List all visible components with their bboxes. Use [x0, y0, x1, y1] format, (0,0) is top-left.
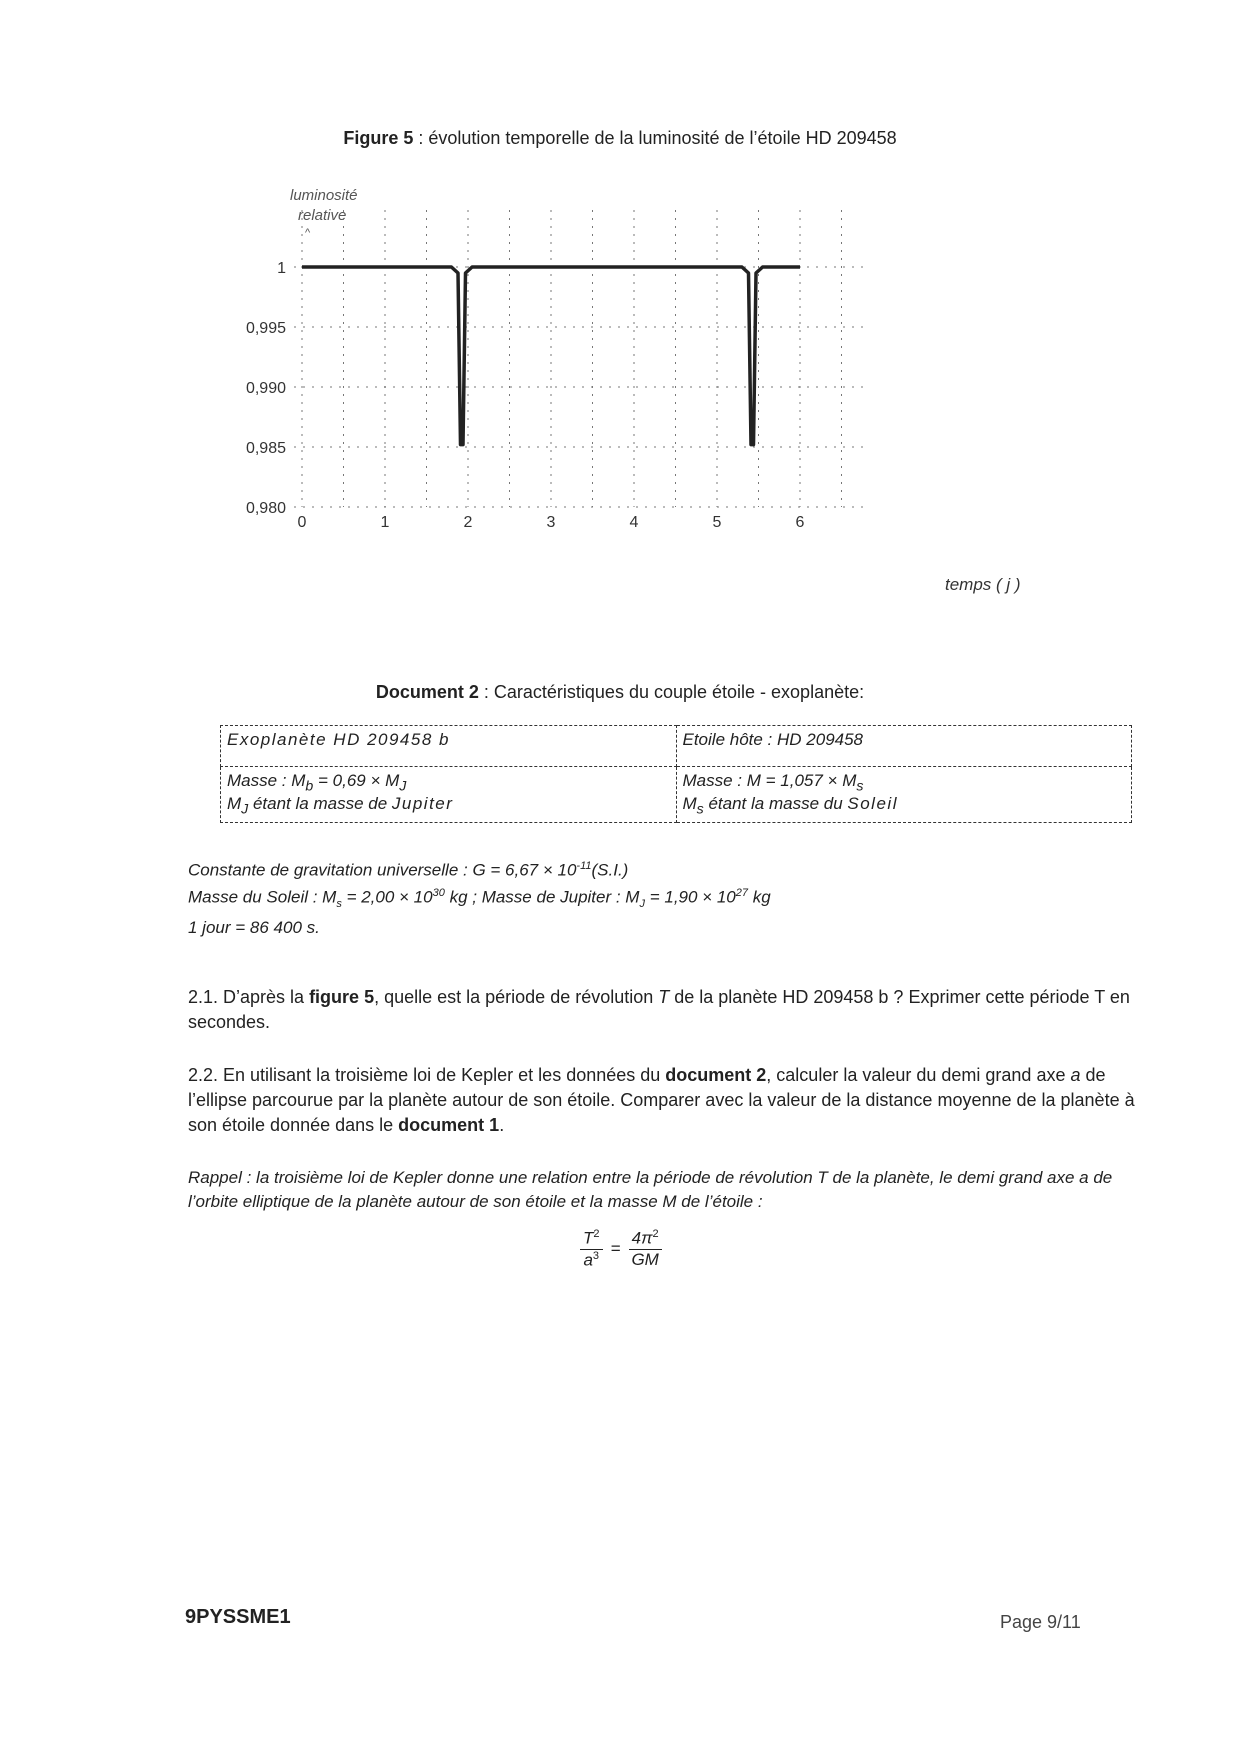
y-tick-labels	[246, 260, 286, 517]
jup-unit: kg	[747, 887, 771, 907]
x-tick-label: 1	[380, 514, 390, 531]
star-mass-note: M	[682, 794, 697, 814]
gravitation-constant	[188, 855, 1138, 882]
formula-right-fraction	[628, 1228, 661, 1270]
constants-block	[188, 855, 1138, 939]
formula-pi-exp: 2	[652, 1228, 659, 1241]
characteristics-table	[220, 725, 1132, 823]
sun-unit: kg ; Masse de Jupiter : M	[444, 887, 640, 907]
sun-value: = 2,00 × 10	[341, 887, 433, 907]
formula-a-exp: 3	[592, 1249, 600, 1262]
x-tick-label: 3	[546, 514, 556, 531]
y-tick-label: 0,990	[245, 380, 286, 397]
q2-text-a: 2.2. En utilisant la troisième loi de Kepler et les données du	[188, 1065, 666, 1085]
g-exp: -11	[576, 860, 592, 872]
q1-text-c: , quelle est la période de révolution	[374, 987, 659, 1007]
y-tick-label: 0,980	[245, 500, 286, 517]
x-tick-label: 4	[629, 514, 639, 531]
sun-sub: s	[336, 897, 342, 910]
formula-t-exp: 2	[593, 1228, 600, 1240]
planet-mass-note-sub: J	[241, 801, 249, 818]
g-unit: (S.I.)	[591, 860, 629, 880]
g-text: Constante de gravitation universelle : G = 6,67 × 10	[188, 860, 577, 880]
kepler-formula	[580, 1228, 662, 1270]
y-tick-label: 1	[277, 260, 286, 277]
masses-line	[188, 882, 1138, 916]
luminosity-chart	[245, 180, 1021, 610]
formula-4pi: 4π	[631, 1228, 653, 1248]
sun-prefix: Masse du Soleil : M	[188, 887, 337, 907]
formula-equals: =	[610, 1239, 621, 1259]
y-axis-arrow: ^	[305, 227, 311, 239]
planet-mass-cell	[221, 767, 677, 823]
planet-mass-prefix: Masse : M	[227, 771, 306, 790]
q1-figure-ref: figure 5	[309, 987, 375, 1007]
x-axis-label: temps ( j )	[945, 575, 1021, 594]
formula-a: a	[583, 1250, 593, 1270]
document2-label: Document 2	[375, 682, 479, 702]
q2-text-d: de l’ellipse parcourue par la planète autour de son étoile. Comparer avec la valeur de la distance moyenne de la planète à son étoile donnée dans le	[188, 1065, 1135, 1135]
planet-mass-unit-sub: J	[399, 778, 407, 795]
planet-mass-note-text: étant la masse de	[248, 794, 392, 814]
q2-var-a: a	[1070, 1065, 1081, 1085]
planet-name: Exoplanète HD 209458 b	[227, 730, 450, 749]
planet-mass-value: = 0,69 × M	[313, 771, 400, 790]
page-number: Page 9/11	[1000, 1612, 1081, 1632]
x-tick-labels	[298, 514, 805, 531]
q2-doc-ref: document 2	[665, 1065, 767, 1085]
y-tick-label: 0,985	[245, 440, 286, 457]
star-mass-prefix: Masse : M = 1,057 × M	[682, 771, 857, 790]
planet-mass-note-word: Jupiter	[391, 794, 454, 814]
y-axis-label-1: luminosité	[290, 187, 358, 204]
rappel-text: Rappel : la troisième loi de Kepler donne une relation entre la période de révolution T de la planète, le demi grand axe a de l’orbite elliptique de la planète autour de son étoile et la masse M de l’étoile :	[188, 1168, 1113, 1211]
star-mass-cell	[676, 767, 1132, 823]
planet-mass-sub: b	[305, 778, 314, 795]
document2-caption	[0, 682, 1240, 703]
x-tick-label: 0	[297, 514, 307, 531]
x-tick-label: 2	[463, 514, 473, 531]
chart-grid	[294, 210, 866, 507]
formula-gm: GM	[631, 1249, 659, 1269]
sun-exp: 30	[432, 886, 445, 899]
q1-text-a: 2.1. D’après la	[188, 987, 310, 1007]
figure-caption-text: : évolution temporelle de la luminosité de l’étoile HD 209458	[413, 128, 897, 148]
table-row	[221, 767, 1132, 823]
document2-caption-text: : Caractéristiques du couple étoile - exoplanète:	[478, 682, 865, 702]
jup-exp: 27	[735, 886, 748, 899]
exam-code: 9PYSSME1	[185, 1606, 291, 1628]
jup-value: = 1,90 × 10	[644, 887, 736, 907]
q1-text-d: de la planète HD 209458 b ? Exprimer cette période T en secondes.	[188, 987, 1130, 1032]
planet-mass-note: M	[227, 794, 242, 814]
host-star: Etoile hôte : HD 209458	[682, 730, 864, 749]
star-mass-sub: s	[856, 778, 864, 795]
star-mass-note-sub: s	[696, 801, 704, 818]
star-mass-note-word: Soleil	[847, 794, 898, 814]
question-2-2	[188, 1063, 1136, 1138]
planet-name-cell	[221, 726, 677, 767]
q2-doc1-ref: document 1	[398, 1115, 500, 1135]
y-tick-label: 0,995	[245, 320, 286, 337]
question-2-1	[188, 985, 1136, 1035]
host-star-cell	[676, 726, 1132, 767]
figure-caption	[0, 128, 1240, 149]
day-seconds: 1 jour = 86 400 s.	[188, 917, 320, 937]
figure-label: Figure 5	[343, 128, 414, 148]
q1-var-t: T	[658, 987, 670, 1007]
y-axis-label-2: relative	[298, 207, 347, 224]
x-tick-label: 5	[712, 514, 722, 531]
q2-text-c: , calculer la valeur du demi grand axe	[766, 1065, 1071, 1085]
star-mass-note-text: étant la masse du	[703, 794, 848, 814]
jup-sub: J	[639, 897, 645, 910]
table-row	[221, 726, 1132, 767]
formula-t: T	[583, 1228, 594, 1248]
formula-left-fraction	[580, 1228, 603, 1270]
x-tick-label: 6	[795, 514, 805, 531]
q2-text-f: .	[499, 1115, 505, 1135]
